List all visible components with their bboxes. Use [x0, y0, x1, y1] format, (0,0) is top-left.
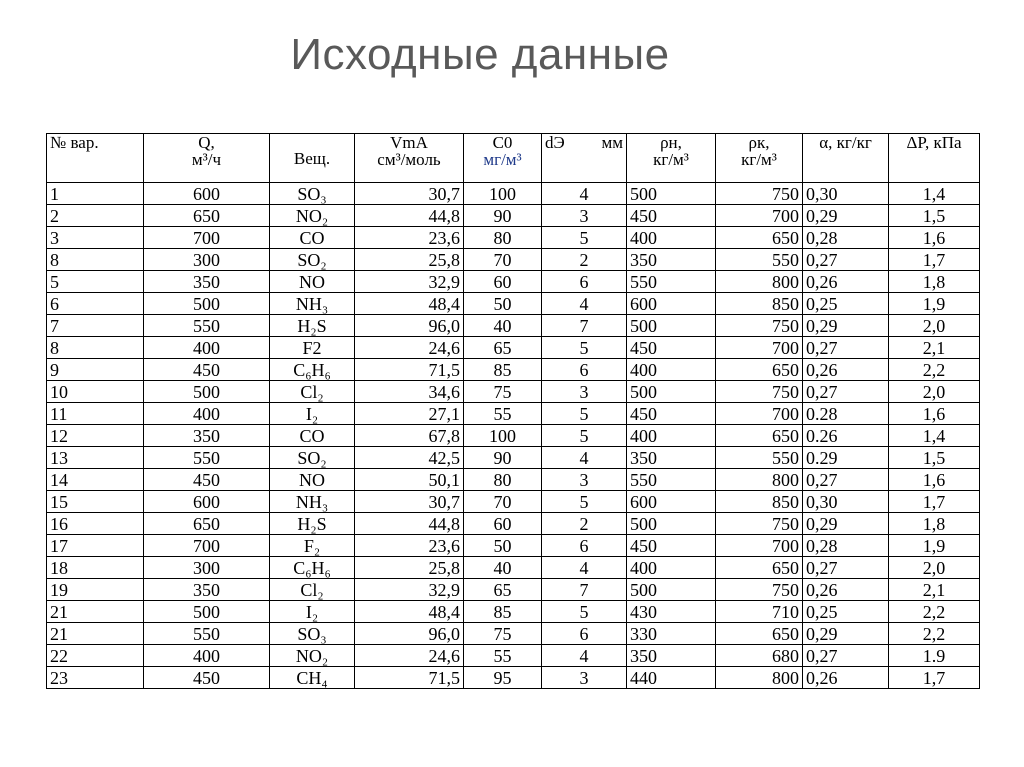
- cell-substance: NO₂: [270, 645, 355, 667]
- cell-alpha: 0,27: [803, 381, 889, 403]
- cell-variant: 8: [47, 337, 144, 359]
- cell-pressure-drop: 1,5: [889, 447, 980, 469]
- cell-molar-volume: 71,5: [355, 667, 464, 689]
- cell-substance: NH₃: [270, 491, 355, 513]
- cell-alpha: 0,28: [803, 227, 889, 249]
- table-row: [47, 271, 980, 293]
- cell-substance: SO₂: [270, 447, 355, 469]
- cell-concentration: 50: [464, 293, 542, 315]
- cell-variant: 14: [47, 469, 144, 491]
- cell-flow-rate: 500: [144, 601, 270, 623]
- header-concentration: C0 мг/м³: [464, 134, 542, 183]
- cell-substance: I₂: [270, 601, 355, 623]
- table-row: [47, 293, 980, 315]
- cell-variant: 12: [47, 425, 144, 447]
- cell-substance: F2: [270, 337, 355, 359]
- cell-rho-k: 650: [716, 425, 803, 447]
- cell-rho-k: 750: [716, 579, 803, 601]
- cell-molar-volume: 67,8: [355, 425, 464, 447]
- cell-variant: 10: [47, 381, 144, 403]
- cell-flow-rate: 500: [144, 381, 270, 403]
- cell-variant: 18: [47, 557, 144, 579]
- cell-diameter: 3: [542, 381, 627, 403]
- cell-diameter: 7: [542, 315, 627, 337]
- cell-diameter: 4: [542, 557, 627, 579]
- cell-alpha: 0,25: [803, 601, 889, 623]
- cell-pressure-drop: 1,5: [889, 205, 980, 227]
- header-pressure-drop: ΔP, кПа: [889, 134, 980, 183]
- cell-alpha: 0,30: [803, 183, 889, 205]
- cell-alpha: 0,30: [803, 491, 889, 513]
- cell-molar-volume: 32,9: [355, 271, 464, 293]
- cell-concentration: 70: [464, 249, 542, 271]
- cell-rho-n: 400: [627, 359, 716, 381]
- cell-flow-rate: 300: [144, 249, 270, 271]
- cell-diameter: 3: [542, 667, 627, 689]
- cell-alpha: 0,27: [803, 469, 889, 491]
- cell-concentration: 80: [464, 227, 542, 249]
- cell-concentration: 100: [464, 425, 542, 447]
- cell-diameter: 7: [542, 579, 627, 601]
- cell-variant: 11: [47, 403, 144, 425]
- cell-rho-k: 700: [716, 337, 803, 359]
- cell-substance: CO: [270, 227, 355, 249]
- cell-flow-rate: 700: [144, 227, 270, 249]
- cell-substance: Cl₂: [270, 579, 355, 601]
- cell-variant: 21: [47, 623, 144, 645]
- header-alpha: α, кг/кг: [803, 134, 889, 183]
- table-row: [47, 337, 980, 359]
- cell-rho-k: 850: [716, 293, 803, 315]
- cell-molar-volume: 27,1: [355, 403, 464, 425]
- cell-pressure-drop: 1.9: [889, 645, 980, 667]
- cell-pressure-drop: 2,1: [889, 337, 980, 359]
- cell-alpha: 0,26: [803, 579, 889, 601]
- cell-molar-volume: 24,6: [355, 645, 464, 667]
- cell-pressure-drop: 1,7: [889, 491, 980, 513]
- header-variant: № вар.: [47, 134, 144, 183]
- cell-flow-rate: 550: [144, 315, 270, 337]
- cell-diameter: 5: [542, 601, 627, 623]
- cell-flow-rate: 600: [144, 183, 270, 205]
- cell-concentration: 55: [464, 403, 542, 425]
- cell-rho-k: 650: [716, 227, 803, 249]
- cell-alpha: 0,27: [803, 557, 889, 579]
- table-header-row: [47, 134, 980, 183]
- cell-substance: SO₃: [270, 183, 355, 205]
- header-rho-k: ρк, кг/м³: [716, 134, 803, 183]
- cell-molar-volume: 34,6: [355, 381, 464, 403]
- cell-pressure-drop: 2,1: [889, 579, 980, 601]
- slide-title: Исходные данные: [290, 30, 670, 79]
- cell-variant: 9: [47, 359, 144, 381]
- cell-diameter: 6: [542, 271, 627, 293]
- cell-diameter: 4: [542, 183, 627, 205]
- cell-variant: 1: [47, 183, 144, 205]
- cell-diameter: 2: [542, 249, 627, 271]
- cell-flow-rate: 500: [144, 293, 270, 315]
- cell-substance: CO: [270, 425, 355, 447]
- cell-substance: NH₃: [270, 293, 355, 315]
- cell-concentration: 60: [464, 271, 542, 293]
- cell-substance: NO: [270, 271, 355, 293]
- cell-substance: I₂: [270, 403, 355, 425]
- cell-flow-rate: 450: [144, 667, 270, 689]
- cell-concentration: 65: [464, 579, 542, 601]
- cell-pressure-drop: 2,2: [889, 359, 980, 381]
- cell-rho-n: 350: [627, 447, 716, 469]
- cell-alpha: 0,29: [803, 513, 889, 535]
- cell-rho-n: 450: [627, 337, 716, 359]
- cell-diameter: 5: [542, 403, 627, 425]
- cell-variant: 17: [47, 535, 144, 557]
- cell-rho-n: 500: [627, 315, 716, 337]
- table-row: [47, 623, 980, 645]
- table-body: [47, 183, 980, 689]
- cell-substance: SO₂: [270, 249, 355, 271]
- table-row: [47, 469, 980, 491]
- cell-rho-k: 750: [716, 513, 803, 535]
- cell-alpha: 0,29: [803, 205, 889, 227]
- table-row: [47, 579, 980, 601]
- cell-rho-n: 400: [627, 425, 716, 447]
- cell-flow-rate: 450: [144, 469, 270, 491]
- cell-concentration: 75: [464, 623, 542, 645]
- cell-concentration: 90: [464, 205, 542, 227]
- cell-variant: 16: [47, 513, 144, 535]
- cell-rho-k: 650: [716, 359, 803, 381]
- cell-pressure-drop: 1,8: [889, 513, 980, 535]
- cell-rho-n: 500: [627, 579, 716, 601]
- cell-variant: 5: [47, 271, 144, 293]
- cell-molar-volume: 96,0: [355, 315, 464, 337]
- cell-diameter: 5: [542, 227, 627, 249]
- cell-alpha: 0,29: [803, 623, 889, 645]
- table-row: [47, 601, 980, 623]
- cell-rho-n: 350: [627, 645, 716, 667]
- table-row: [47, 227, 980, 249]
- cell-diameter: 3: [542, 205, 627, 227]
- cell-molar-volume: 25,8: [355, 249, 464, 271]
- cell-pressure-drop: 1,7: [889, 249, 980, 271]
- cell-pressure-drop: 2,2: [889, 623, 980, 645]
- cell-variant: 3: [47, 227, 144, 249]
- cell-concentration: 95: [464, 667, 542, 689]
- table-row: [47, 315, 980, 337]
- cell-rho-k: 750: [716, 381, 803, 403]
- table-row: [47, 183, 980, 205]
- cell-rho-k: 710: [716, 601, 803, 623]
- cell-rho-n: 400: [627, 557, 716, 579]
- cell-pressure-drop: 1,9: [889, 535, 980, 557]
- cell-diameter: 6: [542, 535, 627, 557]
- cell-flow-rate: 650: [144, 205, 270, 227]
- cell-rho-k: 680: [716, 645, 803, 667]
- cell-rho-n: 550: [627, 271, 716, 293]
- cell-pressure-drop: 1,6: [889, 469, 980, 491]
- cell-variant: 8: [47, 249, 144, 271]
- cell-rho-n: 550: [627, 469, 716, 491]
- cell-concentration: 85: [464, 601, 542, 623]
- cell-substance: Cl₂: [270, 381, 355, 403]
- cell-concentration: 75: [464, 381, 542, 403]
- cell-diameter: 5: [542, 425, 627, 447]
- initial-data-table: [46, 133, 980, 689]
- cell-rho-k: 550: [716, 249, 803, 271]
- cell-molar-volume: 23,6: [355, 535, 464, 557]
- cell-alpha: 0.26: [803, 425, 889, 447]
- table-row: [47, 535, 980, 557]
- cell-diameter: 4: [542, 293, 627, 315]
- header-substance: Вещ.: [270, 134, 355, 183]
- cell-rho-k: 550: [716, 447, 803, 469]
- cell-molar-volume: 30,7: [355, 491, 464, 513]
- cell-molar-volume: 24,6: [355, 337, 464, 359]
- cell-concentration: 40: [464, 557, 542, 579]
- cell-rho-n: 450: [627, 205, 716, 227]
- cell-diameter: 5: [542, 491, 627, 513]
- cell-diameter: 5: [542, 337, 627, 359]
- cell-concentration: 60: [464, 513, 542, 535]
- cell-molar-volume: 50,1: [355, 469, 464, 491]
- cell-pressure-drop: 1,9: [889, 293, 980, 315]
- cell-alpha: 0,28: [803, 535, 889, 557]
- cell-alpha: 0,27: [803, 645, 889, 667]
- cell-concentration: 65: [464, 337, 542, 359]
- cell-flow-rate: 350: [144, 425, 270, 447]
- cell-rho-k: 700: [716, 205, 803, 227]
- cell-substance: NO: [270, 469, 355, 491]
- cell-pressure-drop: 2,0: [889, 381, 980, 403]
- table-row: [47, 381, 980, 403]
- cell-concentration: 90: [464, 447, 542, 469]
- cell-substance: SO₃: [270, 623, 355, 645]
- cell-substance: F₂: [270, 535, 355, 557]
- table-row: [47, 513, 980, 535]
- cell-molar-volume: 48,4: [355, 601, 464, 623]
- cell-alpha: 0.28: [803, 403, 889, 425]
- cell-flow-rate: 550: [144, 447, 270, 469]
- cell-concentration: 80: [464, 469, 542, 491]
- cell-molar-volume: 23,6: [355, 227, 464, 249]
- cell-variant: 22: [47, 645, 144, 667]
- cell-rho-n: 400: [627, 227, 716, 249]
- cell-diameter: 6: [542, 359, 627, 381]
- cell-concentration: 50: [464, 535, 542, 557]
- cell-alpha: 0,26: [803, 667, 889, 689]
- table-row: [47, 249, 980, 271]
- cell-alpha: 0,29: [803, 315, 889, 337]
- cell-flow-rate: 600: [144, 491, 270, 513]
- cell-pressure-drop: 1,4: [889, 425, 980, 447]
- cell-flow-rate: 700: [144, 535, 270, 557]
- cell-rho-k: 750: [716, 183, 803, 205]
- cell-molar-volume: 32,9: [355, 579, 464, 601]
- cell-flow-rate: 400: [144, 337, 270, 359]
- cell-molar-volume: 42,5: [355, 447, 464, 469]
- table-row: [47, 359, 980, 381]
- table-row: [47, 447, 980, 469]
- cell-pressure-drop: 2,0: [889, 315, 980, 337]
- table-row: [47, 425, 980, 447]
- cell-substance: C₆H₆: [270, 557, 355, 579]
- cell-substance: CH₄: [270, 667, 355, 689]
- cell-substance: H₂S: [270, 315, 355, 337]
- cell-alpha: 0,26: [803, 359, 889, 381]
- cell-rho-n: 440: [627, 667, 716, 689]
- cell-molar-volume: 44,8: [355, 513, 464, 535]
- cell-variant: 23: [47, 667, 144, 689]
- cell-rho-k: 850: [716, 491, 803, 513]
- cell-variant: 2: [47, 205, 144, 227]
- cell-diameter: 2: [542, 513, 627, 535]
- cell-alpha: 0,25: [803, 293, 889, 315]
- cell-pressure-drop: 1,4: [889, 183, 980, 205]
- header-rho-n: ρн, кг/м³: [627, 134, 716, 183]
- cell-variant: 13: [47, 447, 144, 469]
- cell-alpha: 0,26: [803, 271, 889, 293]
- cell-molar-volume: 96,0: [355, 623, 464, 645]
- cell-rho-k: 700: [716, 403, 803, 425]
- cell-flow-rate: 400: [144, 403, 270, 425]
- cell-diameter: 4: [542, 447, 627, 469]
- cell-rho-k: 750: [716, 315, 803, 337]
- cell-rho-n: 450: [627, 403, 716, 425]
- cell-variant: 7: [47, 315, 144, 337]
- cell-pressure-drop: 2,0: [889, 557, 980, 579]
- cell-rho-k: 700: [716, 535, 803, 557]
- header-flow-rate: Q, м³/ч: [144, 134, 270, 183]
- cell-flow-rate: 550: [144, 623, 270, 645]
- cell-rho-n: 500: [627, 381, 716, 403]
- cell-molar-volume: 25,8: [355, 557, 464, 579]
- cell-substance: C₆H₆: [270, 359, 355, 381]
- cell-diameter: 3: [542, 469, 627, 491]
- header-molar-volume: VmA см³/моль: [355, 134, 464, 183]
- cell-concentration: 100: [464, 183, 542, 205]
- cell-pressure-drop: 1,6: [889, 403, 980, 425]
- cell-variant: 15: [47, 491, 144, 513]
- table-row: [47, 667, 980, 689]
- cell-variant: 19: [47, 579, 144, 601]
- cell-rho-n: 330: [627, 623, 716, 645]
- cell-flow-rate: 350: [144, 579, 270, 601]
- cell-pressure-drop: 1,7: [889, 667, 980, 689]
- cell-alpha: 0,27: [803, 337, 889, 359]
- cell-rho-n: 500: [627, 513, 716, 535]
- table-row: [47, 205, 980, 227]
- cell-concentration: 85: [464, 359, 542, 381]
- cell-molar-volume: 44,8: [355, 205, 464, 227]
- table-row: [47, 491, 980, 513]
- cell-concentration: 55: [464, 645, 542, 667]
- cell-alpha: 0.29: [803, 447, 889, 469]
- cell-variant: 6: [47, 293, 144, 315]
- cell-pressure-drop: 2,2: [889, 601, 980, 623]
- cell-substance: H₂S: [270, 513, 355, 535]
- cell-rho-n: 450: [627, 535, 716, 557]
- cell-rho-k: 800: [716, 271, 803, 293]
- cell-rho-n: 500: [627, 183, 716, 205]
- cell-flow-rate: 400: [144, 645, 270, 667]
- cell-rho-k: 650: [716, 557, 803, 579]
- table-row: [47, 557, 980, 579]
- cell-molar-volume: 48,4: [355, 293, 464, 315]
- cell-molar-volume: 30,7: [355, 183, 464, 205]
- cell-rho-n: 350: [627, 249, 716, 271]
- cell-concentration: 70: [464, 491, 542, 513]
- cell-pressure-drop: 1,6: [889, 227, 980, 249]
- cell-rho-n: 430: [627, 601, 716, 623]
- cell-flow-rate: 350: [144, 271, 270, 293]
- cell-molar-volume: 71,5: [355, 359, 464, 381]
- cell-rho-n: 600: [627, 293, 716, 315]
- cell-substance: NO₂: [270, 205, 355, 227]
- cell-flow-rate: 300: [144, 557, 270, 579]
- cell-rho-k: 800: [716, 667, 803, 689]
- cell-diameter: 4: [542, 645, 627, 667]
- table-row: [47, 645, 980, 667]
- cell-alpha: 0,27: [803, 249, 889, 271]
- cell-variant: 21: [47, 601, 144, 623]
- cell-flow-rate: 450: [144, 359, 270, 381]
- cell-rho-k: 650: [716, 623, 803, 645]
- header-diameter: dЭ мм: [542, 134, 627, 183]
- cell-pressure-drop: 1,8: [889, 271, 980, 293]
- cell-concentration: 40: [464, 315, 542, 337]
- cell-rho-k: 800: [716, 469, 803, 491]
- cell-flow-rate: 650: [144, 513, 270, 535]
- table-row: [47, 403, 980, 425]
- cell-diameter: 6: [542, 623, 627, 645]
- cell-rho-n: 600: [627, 491, 716, 513]
